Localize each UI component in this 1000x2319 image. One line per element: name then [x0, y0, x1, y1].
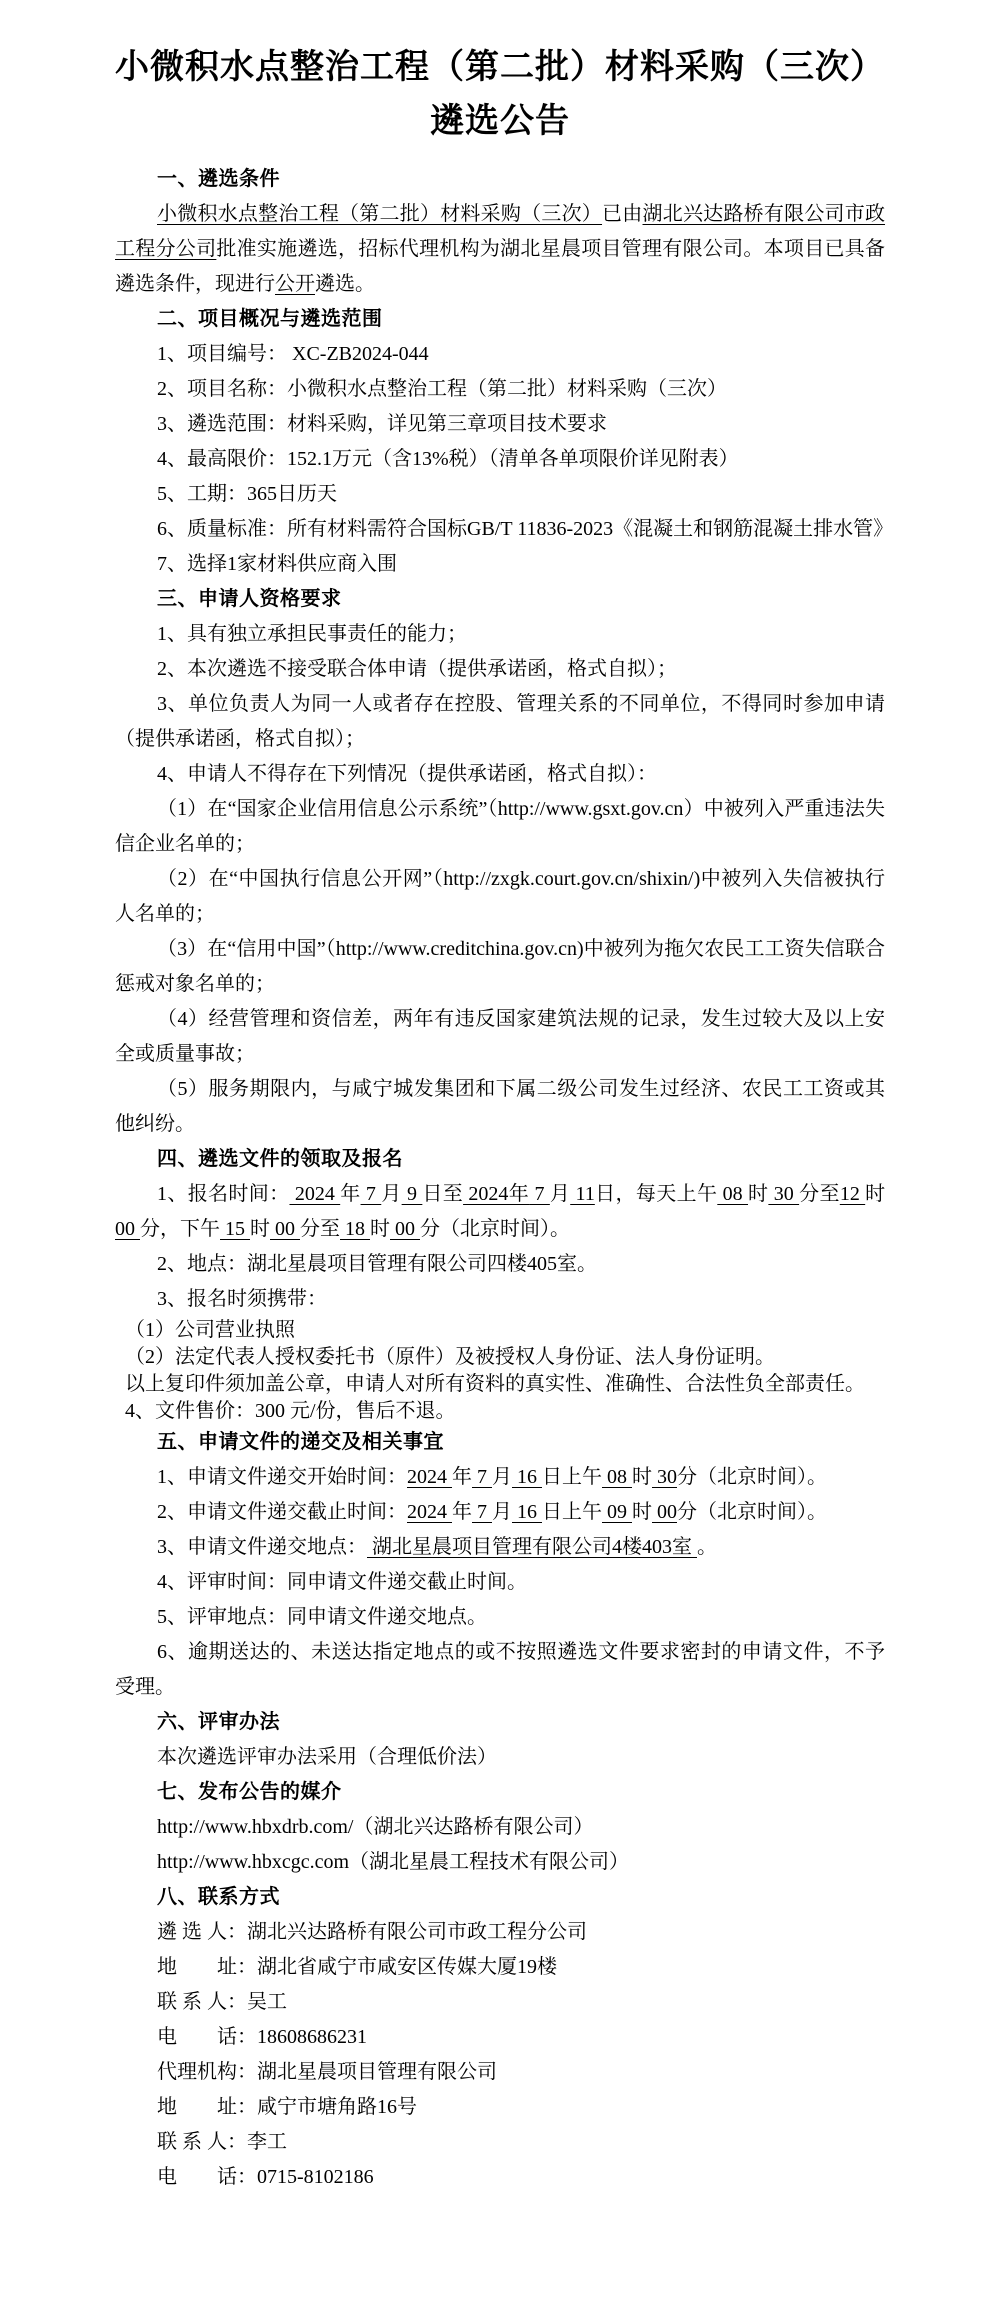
- paragraph: 4、申请人不得存在下列情况（提供承诺函，格式自拟）：: [157, 763, 657, 785]
- paragraph: （1）公司营业执照: [125, 1319, 295, 1341]
- underlined-text: 11: [570, 1183, 595, 1205]
- underlined-text: 9: [401, 1183, 423, 1205]
- paragraph: 2、地点：湖北星晨项目管理有限公司四楼405室。: [157, 1253, 597, 1275]
- underlined-text: 15: [220, 1218, 250, 1240]
- underlined-text: 18: [340, 1218, 370, 1240]
- paragraph: [115, 1530, 885, 1565]
- paragraph: 5、工期：365日历天: [157, 483, 337, 505]
- text-run: 月: [492, 1466, 512, 1488]
- text-run: 年: [340, 1183, 361, 1205]
- document-body: [115, 162, 894, 2195]
- underlined-text: 7: [360, 1183, 382, 1205]
- text-run: 日，每天上午: [594, 1183, 718, 1205]
- paragraph: 本次遴选评审办法采用（合理低价法）: [157, 1746, 497, 1768]
- paragraph: 地 址：咸宁市塘角路16号: [157, 2096, 417, 2118]
- document-title-line1: 小微积水点整治工程（第二批）材料采购（三次）: [115, 48, 885, 86]
- text-run: 1、报名时间：: [157, 1183, 290, 1205]
- text-run: 分，下午: [140, 1218, 220, 1240]
- text-run: 时: [632, 1466, 652, 1488]
- paragraph: （4）经营管理和资信差，两年有违反国家建筑法规的记录，发生过较大及以上安全或质量事故；: [115, 1008, 885, 1065]
- paragraph: 以上复印件须加盖公章，申请人对所有资料的真实性、准确性、合法性负全部责任。: [125, 1373, 865, 1395]
- paragraph: 联 系 人：李工: [157, 2131, 287, 2153]
- paragraph: 4、评审时间：同申请文件递交截止时间。: [157, 1571, 527, 1593]
- paragraph: 6、质量标准：所有材料需符合国标GB/T 11836-2023《混凝土和钢筋混凝土排水管》: [157, 518, 894, 540]
- underlined-text: 00: [652, 1501, 677, 1523]
- underlined-text: 2024: [289, 1183, 341, 1205]
- underlined-text: 16: [512, 1466, 542, 1488]
- paragraph: 3、遴选范围：材料采购，详见第三章项目技术要求: [157, 413, 607, 435]
- paragraph: 地 址：湖北省咸宁市咸安区传媒大厦19楼: [157, 1956, 557, 1978]
- paragraph: 5、评审地点：同申请文件递交地点。: [157, 1606, 487, 1628]
- text-run: 年: [452, 1501, 472, 1523]
- paragraph: 代理机构：湖北星晨项目管理有限公司: [157, 2061, 497, 2083]
- text-run: 时: [250, 1218, 270, 1240]
- paragraph: 7、选择1家材料供应商入围: [157, 553, 397, 575]
- underlined-text: 00: [270, 1218, 300, 1240]
- section-heading: 三、申请人资格要求: [157, 588, 342, 610]
- paragraph: 2、本次遴选不接受联合体申请（提供承诺函，格式自拟）；: [157, 658, 677, 680]
- paragraph: 电 话：18608686231: [157, 2026, 367, 2048]
- underlined-text: 08: [602, 1466, 632, 1488]
- paragraph: 2、项目名称：小微积水点整治工程（第二批）材料采购（三次）: [157, 378, 727, 400]
- paragraph: 1、项目编号： XC-ZB2024-044: [157, 343, 429, 365]
- paragraph: 4、文件售价：300 元/份，售后不退。: [125, 1400, 456, 1422]
- paragraph: 1、具有独立承担民事责任的能力；: [157, 623, 467, 645]
- underlined-text: 7: [472, 1501, 492, 1523]
- underlined-text: 2024: [407, 1466, 452, 1488]
- paragraph: （2）法定代表人授权委托书（原件）及被授权人身份证、法人身份证明。: [125, 1346, 775, 1368]
- paragraph: [115, 197, 885, 302]
- underlined-text: 30: [768, 1183, 800, 1205]
- text-run: 1、申请文件递交开始时间：: [157, 1466, 407, 1488]
- underlined-text: 7: [529, 1183, 550, 1205]
- paragraph: （2）在“中国执行信息公开网”（http://zxgk.court.gov.cn/shixin/)中被列入失信被执行人名单的；: [115, 868, 885, 925]
- section-heading: 八、联系方式: [157, 1886, 280, 1908]
- underlined-text: 00: [390, 1218, 420, 1240]
- document-title-line2: 遴选公告: [430, 102, 570, 140]
- underlined-text: 湖北兴达路桥有限公司市政工程分公司: [115, 203, 886, 260]
- text-run: 分（北京时间）。: [677, 1466, 827, 1488]
- text-run: 分至: [300, 1218, 340, 1240]
- text-run: 时: [748, 1183, 769, 1205]
- text-run: 遴选。: [315, 273, 375, 295]
- paragraph: 4、最高限价：152.1万元（含13%税）（清单各单项限价详见附表）: [157, 448, 739, 470]
- text-run: 3、申请文件递交地点：: [157, 1536, 367, 1558]
- paragraph: [115, 1177, 885, 1247]
- text-run: 时: [865, 1183, 886, 1205]
- section-heading: 一、遴选条件: [157, 168, 280, 190]
- section-heading: 四、遴选文件的领取及报名: [157, 1148, 403, 1170]
- underlined-text: 12: [839, 1183, 866, 1205]
- text-run: 日至: [422, 1183, 464, 1205]
- text-run: 月: [549, 1183, 571, 1205]
- paragraph: 联 系 人：吴工: [157, 1991, 287, 2013]
- underlined-text: 2024: [407, 1501, 452, 1523]
- paragraph: 遴 选 人：湖北兴达路桥有限公司市政工程分公司: [157, 1921, 587, 1943]
- paragraph: 3、报名时须携带：: [157, 1288, 327, 1310]
- paragraph: http://www.hbxcgc.com（湖北星晨工程技术有限公司）: [157, 1851, 630, 1873]
- paragraph: （5）服务期限内，与咸宁城发集团和下属二级公司发生过经济、农民工工资或其他纠纷。: [115, 1078, 885, 1135]
- paragraph: 电 话：0715-8102186: [157, 2166, 374, 2188]
- paragraph: 6、逾期送达的、未送达指定地点的或不按照遴选文件要求密封的申请文件，不予受理。: [115, 1641, 885, 1698]
- text-run: 年: [452, 1466, 472, 1488]
- text-run: 2、申请文件递交截止时间：: [157, 1501, 407, 1523]
- section-heading: 五、申请文件的递交及相关事宜: [157, 1431, 444, 1453]
- underlined-text: 09: [602, 1501, 632, 1523]
- text-run: 时: [370, 1218, 390, 1240]
- underlined-text: 2024年: [463, 1183, 530, 1205]
- text-run: 分至: [799, 1183, 840, 1205]
- text-run: 分（北京时间）。: [677, 1501, 827, 1523]
- underlined-text: 7: [472, 1466, 492, 1488]
- underlined-text: 16: [512, 1501, 542, 1523]
- paragraph: http://www.hbxdrb.com/（湖北兴达路桥有限公司）: [157, 1816, 594, 1838]
- text-run: 批准实施遴选，招标代理机构为湖北星晨项目管理有限公司。本项目已具备遴选条件，现进行: [115, 238, 886, 295]
- paragraph: [115, 1495, 885, 1530]
- section-heading: 二、项目概况与遴选范围: [157, 308, 383, 330]
- underlined-text: 公开: [275, 273, 315, 295]
- paragraph: （1）在“国家企业信用信息公示系统”（http://www.gsxt.gov.cn）中被列入严重违法失信企业名单的；: [115, 798, 885, 855]
- underlined-text: 湖北星晨项目管理有限公司4楼403室: [367, 1536, 697, 1558]
- section-heading: 六、评审办法: [157, 1711, 280, 1733]
- text-run: 日上午: [542, 1466, 602, 1488]
- underlined-text: 08: [717, 1183, 749, 1205]
- text-run: 时: [632, 1501, 652, 1523]
- text-run: 。: [697, 1536, 717, 1558]
- text-run: 日上午: [542, 1501, 602, 1523]
- paragraph: [115, 1460, 885, 1495]
- text-run: 已由: [602, 203, 643, 225]
- section-heading: 七、发布公告的媒介: [157, 1781, 342, 1803]
- text-run: 月: [381, 1183, 402, 1205]
- document-title: [115, 40, 885, 148]
- underlined-text: 小微积水点整治工程（第二批）材料采购（三次）: [157, 203, 603, 225]
- paragraph: 3、单位负责人为同一人或者存在控股、管理关系的不同单位，不得同时参加申请（提供承诺函，格式自拟）；: [115, 693, 885, 750]
- underlined-text: 00: [115, 1218, 140, 1240]
- text-run: 分（北京时间）。: [420, 1218, 570, 1240]
- underlined-text: 30: [652, 1466, 677, 1488]
- text-run: 月: [492, 1501, 512, 1523]
- paragraph: （3）在“信用中国”（http://www.creditchina.gov.cn)中被列为拖欠农民工工资失信联合惩戒对象名单的；: [115, 938, 885, 995]
